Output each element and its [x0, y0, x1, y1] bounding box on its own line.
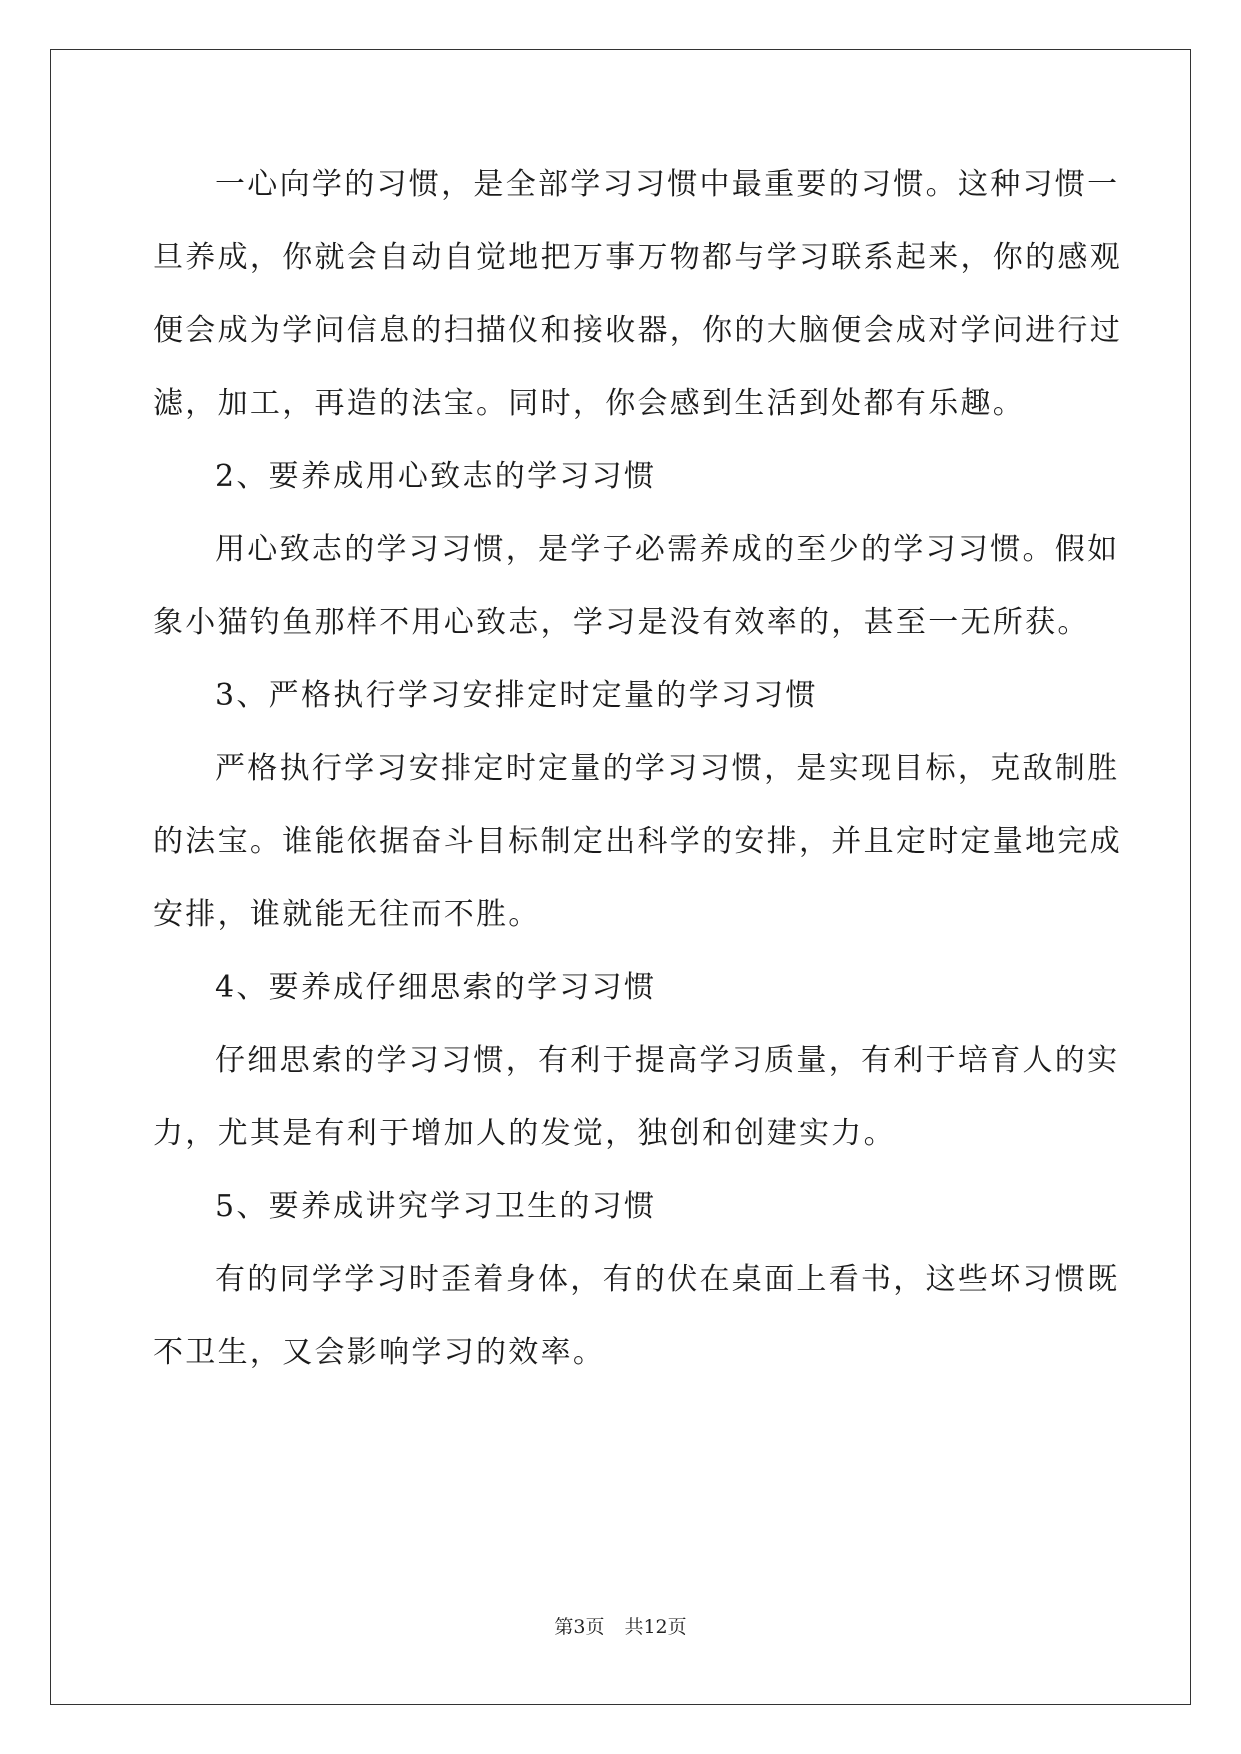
paragraph-line: 严格执行学习安排定时定量的学习习惯，是实现目标，克敌制胜 — [215, 751, 1120, 786]
paragraph-line: 力，尤其是有利于增加人的发觉，独创和创建实力。 — [153, 1116, 896, 1151]
paragraph-line: 旦养成，你就会自动自觉地把万事万物都与学习联系起来，你的感观 — [153, 240, 1122, 275]
page-number: 第3页 — [554, 1616, 605, 1638]
section-heading: 2、要养成用心致志的学习习惯 — [215, 459, 657, 494]
page-total: 共12页 — [624, 1616, 687, 1638]
paragraph-line: 象小猫钓鱼那样不用心致志，学习是没有效率的，甚至一无所获。 — [153, 605, 1090, 640]
paragraph-line: 仔细思索的学习习惯，有利于提高学习质量，有利于培育人的实 — [215, 1043, 1120, 1078]
paragraph-line: 不卫生，又会影响学习的效率。 — [153, 1335, 606, 1370]
paragraph-line: 滤，加工，再造的法宝。同时，你会感到生活到处都有乐趣。 — [153, 386, 1026, 421]
paragraph-line: 用心致志的学习习惯，是学子必需养成的至少的学习习惯。假如 — [215, 532, 1120, 567]
section-heading: 3、严格执行学习安排定时定量的学习习惯 — [215, 678, 818, 713]
paragraph-line: 一心向学的习惯，是全部学习习惯中最重要的习惯。这种习惯一 — [215, 167, 1120, 202]
section-heading: 5、要养成讲究学习卫生的习惯 — [215, 1189, 657, 1224]
page-footer — [0, 1612, 1241, 1639]
paragraph-line: 的法宝。谁能依据奋斗目标制定出科学的安排，并且定时定量地完成 — [153, 824, 1122, 859]
paragraph-line: 便会成为学问信息的扫描仪和接收器，你的大脑便会成对学问进行过 — [153, 313, 1122, 348]
page-border — [50, 49, 1191, 1705]
paragraph-line: 有的同学学习时歪着身体，有的伏在桌面上看书，这些坏习惯既 — [215, 1262, 1120, 1297]
section-heading: 4、要养成仔细思索的学习习惯 — [215, 970, 657, 1005]
paragraph-line: 安排，谁就能无往而不胜。 — [153, 897, 541, 932]
